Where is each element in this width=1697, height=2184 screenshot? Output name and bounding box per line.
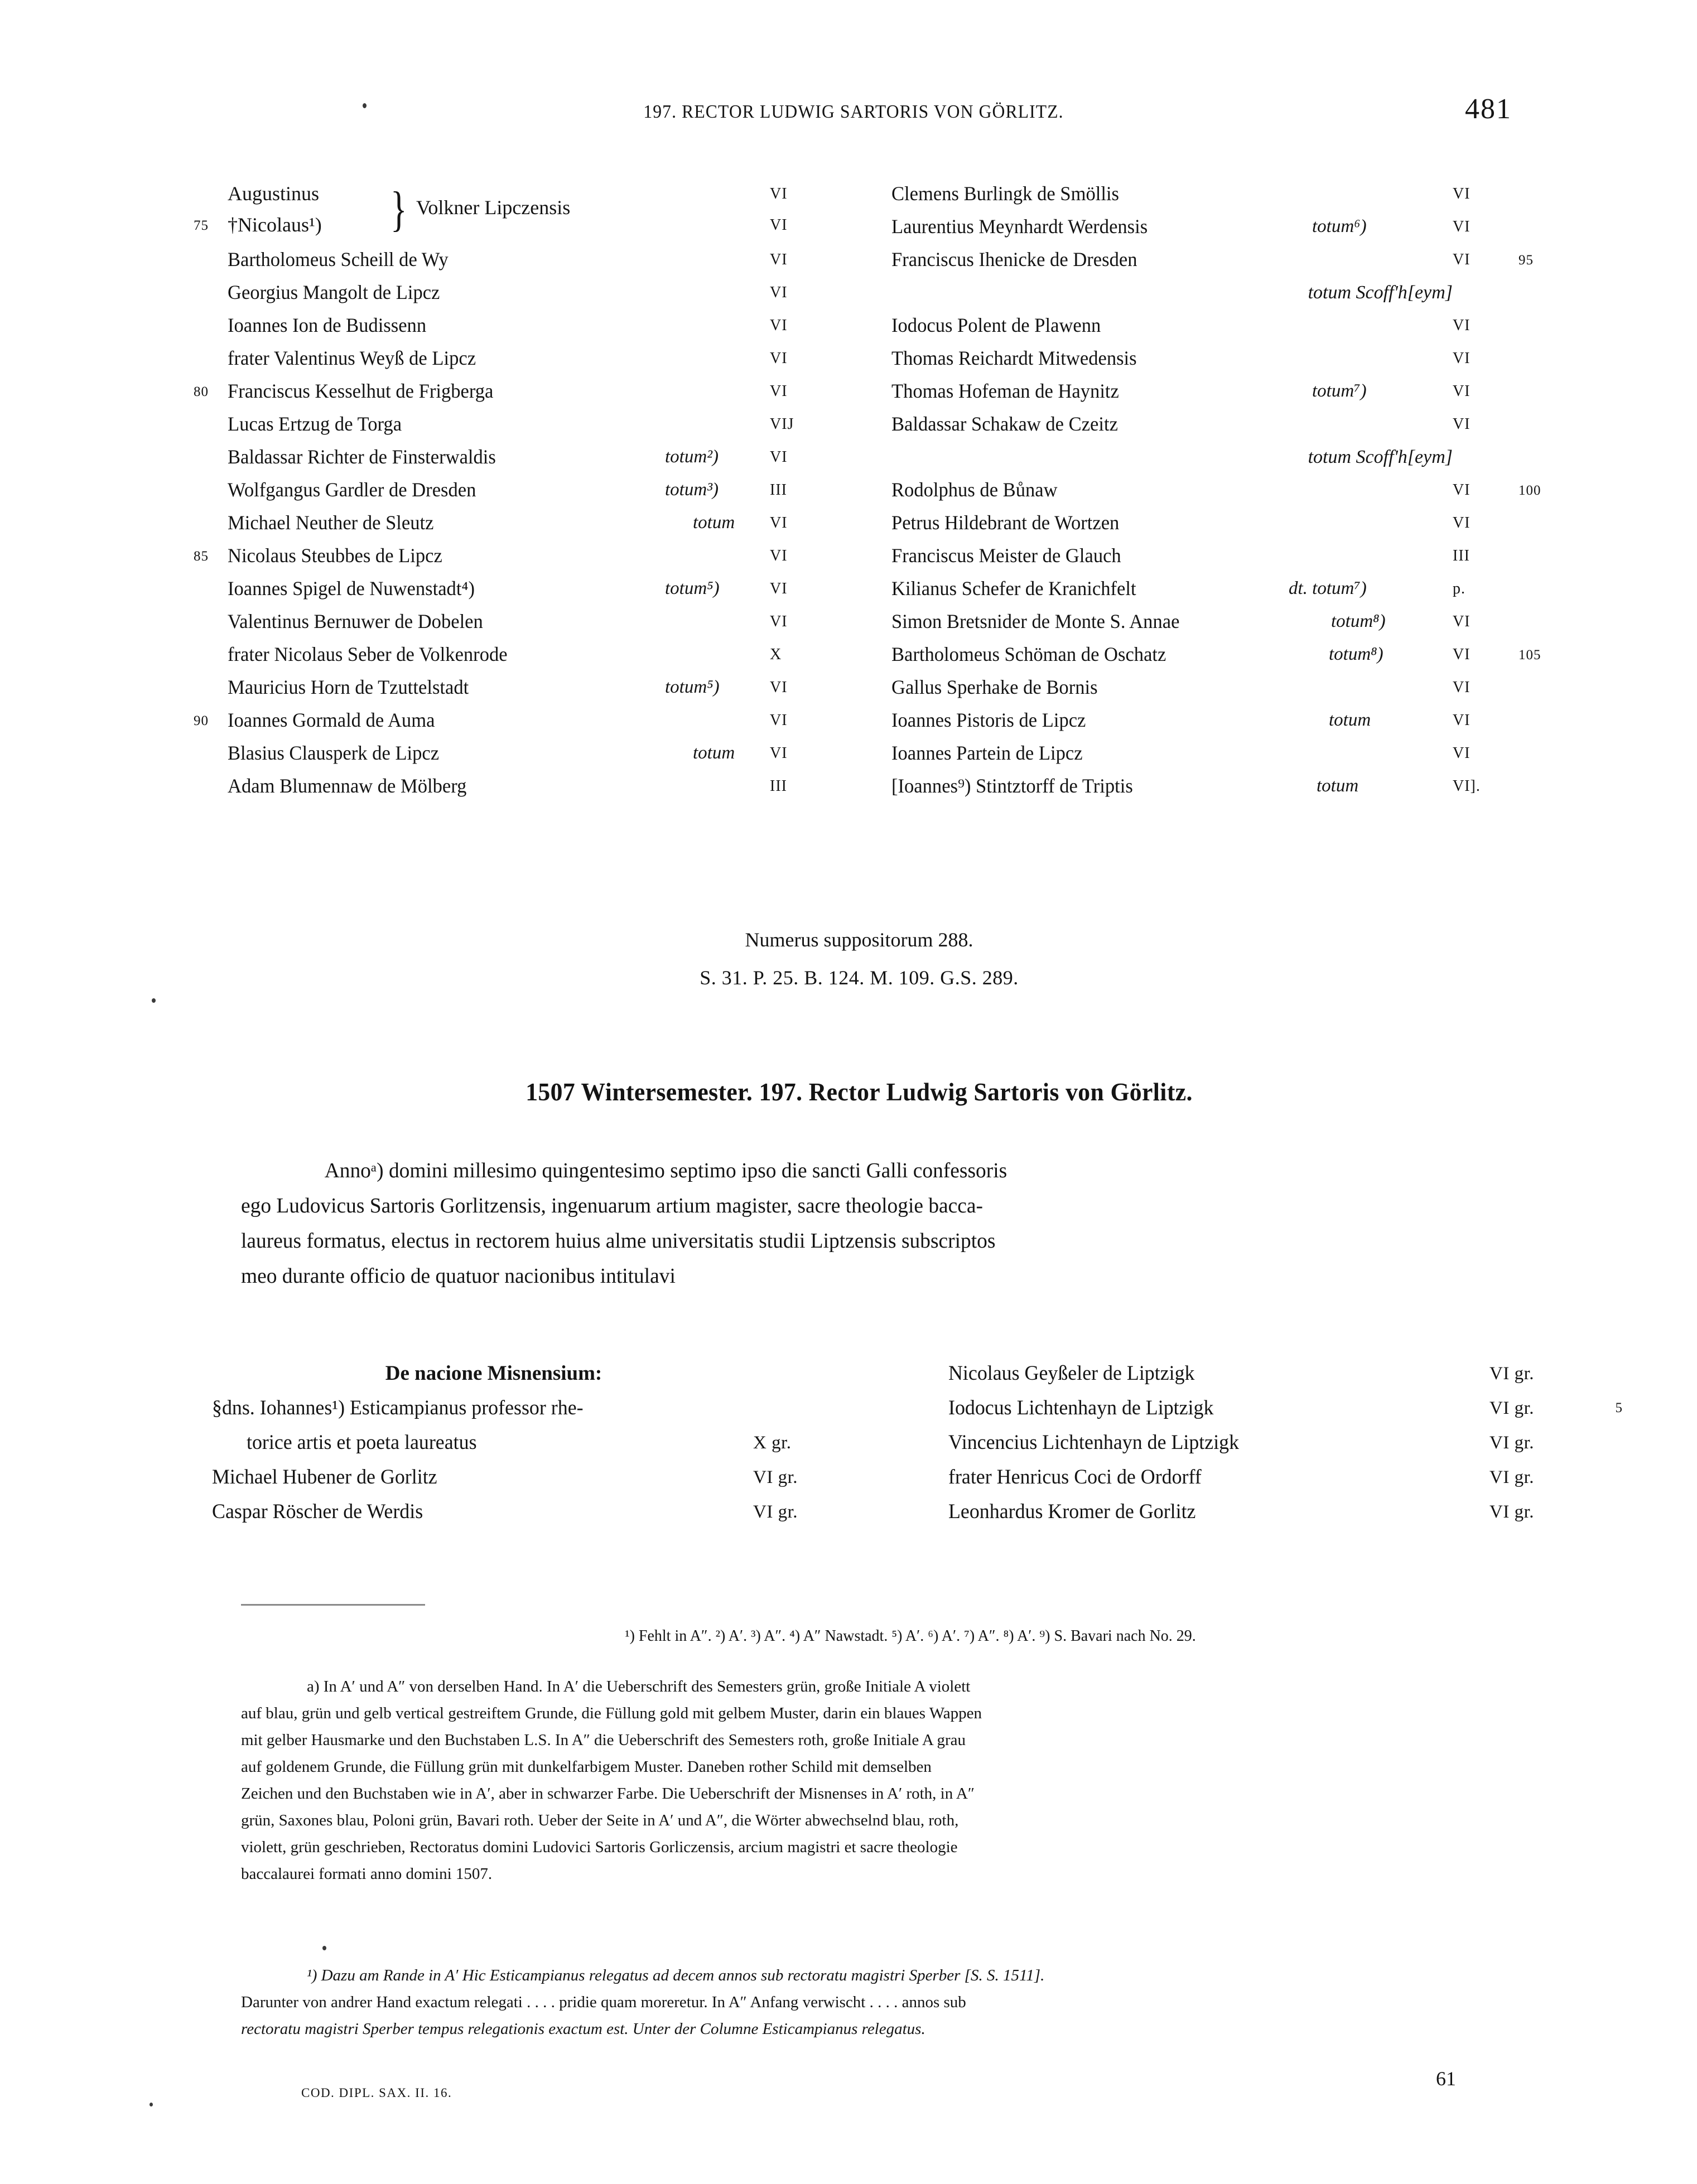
matricula-entry: [212, 473, 842, 506]
entry-fee: VI: [770, 580, 788, 597]
entry-fee: VI: [770, 712, 788, 729]
matricula-entry: [876, 770, 1506, 803]
scan-speck: [150, 2103, 153, 2106]
curly-brace-icon: }: [390, 182, 407, 236]
entry-name: Ioannes Ion de Budissenn: [228, 314, 427, 336]
footnote-line: mit gelber Hausmarke und den Buchstaben L.S. In A″ die Ueberschrift des Semesters roth, große Initiale A grau: [241, 1731, 966, 1749]
line-number: 85: [194, 549, 209, 564]
entry-fee: VI: [770, 448, 788, 466]
entry-fee: III: [770, 777, 787, 795]
entry-fee: VI: [770, 284, 788, 301]
nacio-name: §dns. Iohannes¹) Esticampianus professor rhe-: [212, 1397, 584, 1419]
matricula-entry: [212, 737, 842, 770]
footnote-line: grün, Saxones blau, Poloni grün, Bavari roth. Ueber der Seite in A′ und A″, die Wörter abwechselnd blau, roth,: [241, 1811, 959, 1829]
matricula-entry: [876, 539, 1506, 572]
matricula-entry: [212, 309, 842, 342]
nacio-name: torice artis et poeta laureatus: [247, 1431, 477, 1454]
entry-note: totum: [1329, 710, 1371, 730]
running-head-title: 197. RECTOR LUDWIG SARTORIS VON GÖRLITZ.: [643, 102, 1064, 122]
entry-name: Nicolaus Steubbes de Lipcz: [228, 544, 442, 567]
entry-note: totum⁵): [665, 578, 720, 598]
entry-note: totum: [1317, 776, 1359, 796]
entry-fee: III: [770, 481, 787, 499]
footnote-line: Zeichen und den Buchstaben wie in A′, aber in schwarzer Farbe. Die Ueberschrift der Misnenses in A′ roth, in A″: [241, 1785, 975, 1803]
nacio-name: Michael Hubener de Gorlitz: [212, 1466, 437, 1489]
intro-line: ego Ludovicus Sartoris Gorlitzensis, ingenuarum artium magister, sacre theologie bacca-: [241, 1194, 983, 1217]
entry-fee: X: [770, 646, 782, 663]
matricula-entry: [212, 638, 842, 671]
footnote-line: rectoratu magistri Sperber tempus relegationis exactum est. Unter der Columne Esticampianus relegatus.: [241, 2020, 925, 2038]
nacio-fee: VI gr.: [1489, 1502, 1534, 1522]
nacio-fee: VI gr.: [1489, 1433, 1534, 1453]
matricula-entry: [876, 506, 1506, 539]
nacio-name: Nicolaus Geyßeler de Liptzigk: [948, 1362, 1195, 1385]
nacio-heading: De nacione Misnensium:: [385, 1362, 602, 1385]
line-number: 80: [194, 384, 209, 399]
entry-fee: VI: [1453, 679, 1471, 696]
nacio-row: [948, 1356, 1579, 1391]
entry-name: Kilianus Schefer de Kranichfelt: [891, 577, 1136, 600]
matricula-entry: [876, 638, 1541, 671]
entry-name: Laurentius Meynhardt Werdensis: [891, 215, 1148, 238]
entry-note: dt. totum⁷): [1289, 578, 1367, 598]
matricula-entry: [212, 441, 842, 473]
footnote-line: baccalaurei formati anno domini 1507.: [241, 1865, 493, 1883]
line-number: 90: [194, 713, 209, 728]
entry-fee: VI: [770, 547, 788, 564]
line-number: 105: [1518, 648, 1541, 663]
entry-name: Thomas Reichardt Mitwedensis: [891, 347, 1137, 369]
entry-note: totum: [693, 513, 735, 533]
matricula-entry: [212, 506, 842, 539]
matricula-right-column: [876, 177, 1541, 803]
nacio-row: [948, 1391, 1622, 1426]
entry-name: Franciscus Meister de Glauch: [891, 544, 1121, 567]
entry-name: Adam Blumennaw de Mölberg: [228, 775, 467, 797]
matricula-entry: [212, 605, 842, 638]
nacio-right-column: [948, 1356, 1622, 1529]
brace-pair-entry: [194, 177, 842, 243]
entry-fee: III: [1453, 547, 1470, 564]
entry-note: totum⁶): [1312, 216, 1367, 236]
entry-name: Mauricius Horn de Tzuttelstadt: [228, 676, 469, 698]
entry-fee: VI: [770, 613, 788, 630]
entry-fee: VI: [770, 350, 788, 367]
rector-intro-paragraph: [241, 1153, 1577, 1294]
matricula-entry: [876, 210, 1506, 243]
footnote-line: Darunter von andrer Hand exactum relegati . . . . pridie quam moreretur. In A″ Anfang verwischt . . . . annos sub: [241, 1993, 966, 2011]
entry-name: Ioannes Gormald de Auma: [228, 709, 435, 731]
entry-name: Simon Bretsnider de Monte S. Annae: [891, 610, 1180, 632]
entry-name: Franciscus Ihenicke de Dresden: [891, 248, 1137, 270]
nacio-row: [948, 1495, 1579, 1529]
footnote-marginal-note: [241, 1962, 1580, 2042]
matricula-entry: [876, 704, 1506, 737]
nacio-name: Leonhardus Kromer de Gorlitz: [948, 1500, 1196, 1523]
entry-fee: VIJ: [770, 415, 794, 433]
matricula-entry: [212, 572, 842, 605]
nacio-fee: X gr.: [753, 1433, 792, 1453]
footnote-line: auf blau, grün und gelb vertical gestreiftem Grunde, die Füllung gold mit gelbem Muster, darin ein blaues Wappen: [241, 1704, 982, 1722]
entry-name: Baldassar Schakaw de Czeitz: [891, 413, 1118, 435]
entry-fee: VI: [1453, 317, 1471, 334]
numerus-suppositorum: Numerus suppositorum 288.: [745, 929, 973, 951]
entry-name: Iodocus Polent de Plawenn: [891, 314, 1101, 336]
entry-name: Valentinus Bernuwer de Dobelen: [228, 610, 483, 632]
footnote-a: [241, 1673, 1580, 1887]
nacio-name: Vincencius Lichtenhayn de Liptzigk: [948, 1431, 1240, 1454]
entry-name: [Ioannes⁹) Stintztorff de Triptis: [891, 775, 1133, 797]
entry-name: Franciscus Kesselhut de Frigberga: [228, 380, 494, 402]
entry-fee: VI].: [1453, 777, 1481, 795]
matricula-entry: [876, 243, 1534, 276]
entry-name: Petrus Hildebrant de Wortzen: [891, 511, 1120, 534]
entry-name: Gallus Sperhake de Bornis: [891, 676, 1098, 698]
entry-name: Bartholomeus Schöman de Oschatz: [891, 643, 1166, 665]
nacio-row: [212, 1426, 842, 1460]
entry-fee: VI: [1453, 646, 1471, 663]
entry-name: Augustinus: [228, 182, 320, 205]
nacio-fee: VI gr.: [753, 1502, 798, 1522]
colophon: COD. DIPL. SAX. II. 16.: [301, 2086, 452, 2100]
matricula-entry: [876, 737, 1506, 770]
intro-line: meo durante officio de quatuor nacionibus intitulavi: [241, 1264, 676, 1288]
line-number: 75: [194, 218, 209, 233]
footnote-line: violett, grün geschrieben, Rectoratus domini Ludovici Sartoris Gorliczensis, arcium magistri et sacre theologie: [241, 1838, 958, 1856]
entry-fee: VI: [770, 251, 788, 268]
nacio-row: [212, 1495, 842, 1529]
matricula-entry: [876, 177, 1506, 210]
entry-name: frater Nicolaus Seber de Volkenrode: [228, 643, 508, 665]
line-number: 95: [1518, 253, 1534, 268]
matricula-entry: [212, 243, 842, 276]
nation-tally: S. 31. P. 25. B. 124. M. 109. G.S. 289.: [700, 967, 1019, 989]
scan-speck: [322, 1946, 326, 1950]
matricula-entry: [194, 539, 842, 572]
entry-fee: VI: [1453, 415, 1471, 433]
matricula-entry: [212, 671, 842, 704]
entry-name: Wolfgangus Gardler de Dresden: [228, 479, 476, 501]
entry-note: totum⁵): [665, 677, 720, 697]
entry-fee: VI: [770, 383, 788, 400]
matricula-entry: [212, 770, 842, 803]
matricula-entry: [212, 276, 842, 309]
entry-note: totum: [693, 743, 735, 763]
entry-name: Lucas Ertzug de Torga: [228, 413, 402, 435]
entry-note: totum³): [665, 480, 719, 500]
matricula-entry: [876, 671, 1506, 704]
entry-annotation: totum Scoff'h[eym]: [1308, 447, 1453, 467]
matricula-entry: [194, 704, 842, 737]
nacio-row: [212, 1391, 842, 1426]
entry-name: Ioannes Partein de Lipcz: [891, 742, 1083, 764]
matricula-entry: [876, 473, 1541, 506]
entry-fee: VI: [770, 679, 788, 696]
line-number: 100: [1518, 483, 1541, 498]
entry-name: Clemens Burlingk de Smöllis: [891, 182, 1120, 205]
sheet-signature: 61: [1436, 2067, 1456, 2090]
entry-fee: VI: [1453, 185, 1471, 202]
scan-speck: [152, 998, 156, 1003]
nacio-name: Caspar Röscher de Werdis: [212, 1500, 423, 1523]
entry-name: Michael Neuther de Sleutz: [228, 511, 434, 534]
matricula-entry: [876, 605, 1506, 638]
entry-fee: VI: [1453, 350, 1471, 367]
entry-shared-surname: Volkner Lipczensis: [416, 196, 571, 219]
matricula-entry: [212, 342, 842, 375]
intro-line: Annoᵃ) domini millesimo quingentesimo septimo ipso die sancti Galli confessoris: [324, 1159, 1007, 1182]
entry-name: Baldassar Richter de Finsterwaldis: [228, 446, 496, 468]
nacio-fee: VI gr.: [1489, 1364, 1534, 1384]
matricula-entry: [212, 408, 842, 441]
entry-fee: VI: [770, 317, 788, 334]
entry-name: †Nicolaus¹): [228, 214, 322, 236]
semester-heading: 1507 Wintersemester. 197. Rector Ludwig Sartoris von Görlitz.: [526, 1078, 1193, 1106]
running-head: [212, 93, 1512, 135]
folio-number: 481: [1465, 93, 1512, 125]
matricula-entry: [876, 342, 1506, 375]
nacio-name: frater Henricus Coci de Ordorff: [948, 1466, 1202, 1489]
entry-fee: VI: [1453, 613, 1471, 630]
entry-fee: VI: [770, 216, 788, 234]
entry-name: Rodolphus de Bůnaw: [891, 479, 1058, 501]
entry-fee: VI: [770, 745, 788, 762]
nacio-fee: VI gr.: [1489, 1467, 1534, 1487]
matricula-entry: [876, 572, 1506, 605]
nacio-fee: VI gr.: [1489, 1398, 1534, 1418]
nacio-row: [212, 1460, 842, 1495]
entry-fee: VI: [1453, 514, 1471, 531]
footnote-line: ¹) Dazu am Rande in A′ Hic Esticampianus relegatus ad decem annos sub rectoratu magistri Sperber [S. S. 1511].: [307, 1966, 1045, 1984]
matricula-left-column: [194, 177, 842, 803]
nacio-left-column: [212, 1356, 842, 1529]
footnote-line: auf goldenem Grunde, die Füllung grün mit dunkelfarbigem Muster. Daneben rother Schild mit demselben: [241, 1758, 932, 1776]
entry-fee: VI: [1453, 712, 1471, 729]
nacio-row: [948, 1460, 1579, 1495]
entry-note: totum²): [665, 447, 719, 467]
numbered-footnotes: ¹) Fehlt in A″. ²) A′. ³) A″. ⁴) A″ Nawstadt. ⁵) A′. ⁶) A′. ⁷) A″. ⁸) A′. ⁹) S. Bavari nach No. 29.: [625, 1627, 1196, 1645]
entry-name: Thomas Hofeman de Haynitz: [891, 380, 1119, 402]
nacio-row: [948, 1426, 1579, 1460]
entry-note: totum⁸): [1331, 611, 1386, 631]
entry-name: frater Valentinus Weyß de Lipcz: [228, 347, 476, 369]
matricula-entry: [876, 375, 1506, 408]
entry-annotation: totum Scoff'h[eym]: [1308, 282, 1453, 303]
entry-fee: VI: [1453, 251, 1471, 268]
entry-note: totum⁸): [1329, 644, 1383, 664]
entry-fee: VI: [770, 514, 788, 531]
entry-fee: p.: [1453, 580, 1465, 597]
entry-fee: VI: [770, 185, 788, 202]
entry-name: Blasius Clausperk de Lipcz: [228, 742, 440, 764]
nacio-fee: VI gr.: [753, 1467, 798, 1487]
entry-fee: VI: [1453, 383, 1471, 400]
matricula-entry: [876, 309, 1506, 342]
entry-note: totum⁷): [1312, 381, 1367, 401]
entry-name: Georgius Mangolt de Lipcz: [228, 281, 440, 303]
entry-fee: VI: [1453, 481, 1471, 499]
line-number: 5: [1615, 1400, 1622, 1415]
entry-name: Ioannes Pistoris de Lipcz: [891, 709, 1086, 731]
matricula-entry: [194, 375, 842, 408]
nacio-name: Iodocus Lichtenhayn de Liptzigk: [948, 1397, 1214, 1419]
entry-name: Ioannes Spigel de Nuwenstadt⁴): [228, 577, 475, 600]
intro-line: laureus formatus, electus in rectorem huius alme universitatis studii Liptzensis subscriptos: [241, 1229, 996, 1253]
entry-name: Bartholomeus Scheill de Wy: [228, 248, 449, 270]
footnote-line: a) In A′ und A″ von derselben Hand. In A′ die Ueberschrift des Semesters grün, große Initiale A violett: [307, 1678, 971, 1695]
entry-fee: VI: [1453, 745, 1471, 762]
entry-fee: VI: [1453, 218, 1471, 235]
matricula-entry: [876, 408, 1506, 441]
footnote-separator: [241, 1604, 425, 1606]
